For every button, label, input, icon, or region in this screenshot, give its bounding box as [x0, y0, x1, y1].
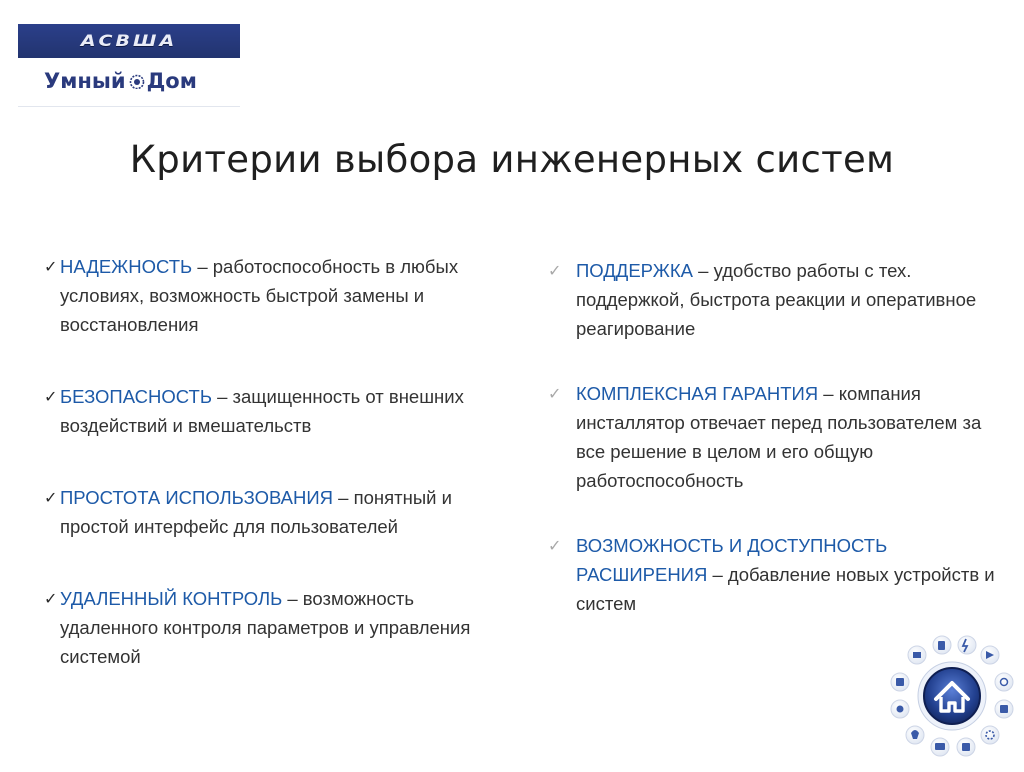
criterion-term: ПРОСТОТА ИСПОЛЬЗОВАНИЯ [60, 487, 334, 508]
criterion-extensibility [548, 531, 998, 618]
slide-title: Критерии выбора инженерных систем [129, 138, 895, 181]
logo [18, 24, 240, 107]
left-criteria-list [44, 252, 514, 714]
criterion-term: БЕЗОПАСНОСТЬ [60, 386, 212, 407]
logo-wordmark [18, 58, 240, 104]
logo-word-left: Умный [44, 69, 126, 93]
criterion-ease-of-use [44, 483, 514, 541]
check-icon: ✓ [548, 536, 562, 555]
criterion-text [576, 531, 998, 618]
criterion-term: КОМПЛЕКСНАЯ ГАРАНТИЯ [576, 383, 819, 404]
criterion-description: – удобство работы с тех. поддержкой, быстрота реакции и оперативное реагирование [576, 260, 977, 339]
criterion-security [44, 382, 514, 440]
smart-home-wheel-icon [880, 627, 1020, 767]
check-icon: ✓ [44, 589, 58, 608]
criterion-text [576, 256, 998, 343]
logo-brand: АСВША [80, 31, 178, 51]
criterion-support [548, 256, 998, 343]
criterion-description: – компания инсталлятор отвечает перед пользователем за все решение в целом и его общую работоспособность [576, 383, 982, 491]
criterion-description: – работоспособность в любых условиях, возможность быстрой замены и восстановления [60, 256, 459, 335]
criterion-remote-control [44, 584, 514, 671]
criterion-description: – добавление новых устройств и систем [576, 564, 995, 614]
criterion-description: – защищенность от внешних воздействий и вмешательств [60, 386, 464, 436]
criterion-term: НАДЕЖНОСТЬ [60, 256, 193, 277]
logo-circle-icon [129, 73, 145, 89]
criterion-term: УДАЛЕННЫЙ КОНТРОЛЬ [60, 588, 283, 609]
criterion-term: ПОДДЕРЖКА [576, 260, 694, 281]
check-icon: ✓ [44, 257, 58, 276]
right-criteria-list [548, 256, 998, 654]
criterion-text [60, 382, 514, 440]
criterion-description: – возможность удаленного контроля параметров и управления системой [60, 588, 471, 667]
criterion-text [60, 483, 514, 541]
check-icon: ✓ [548, 261, 562, 280]
criterion-text [60, 252, 514, 339]
criterion-text [60, 584, 514, 671]
logo-word-right: Дом [146, 69, 197, 93]
criterion-text [576, 379, 998, 495]
check-icon: ✓ [548, 384, 562, 403]
wheel-graphic [880, 627, 1020, 767]
criterion-description: – понятный и простой интерфейс для пользователей [60, 487, 452, 537]
check-icon: ✓ [44, 387, 58, 406]
check-icon: ✓ [44, 488, 58, 507]
logo-banner [18, 24, 240, 58]
criterion-reliability [44, 252, 514, 339]
criterion-complex-warranty [548, 379, 998, 495]
criterion-term: ВОЗМОЖНОСТЬ И ДОСТУПНОСТЬ РАСШИРЕНИЯ [576, 535, 888, 585]
